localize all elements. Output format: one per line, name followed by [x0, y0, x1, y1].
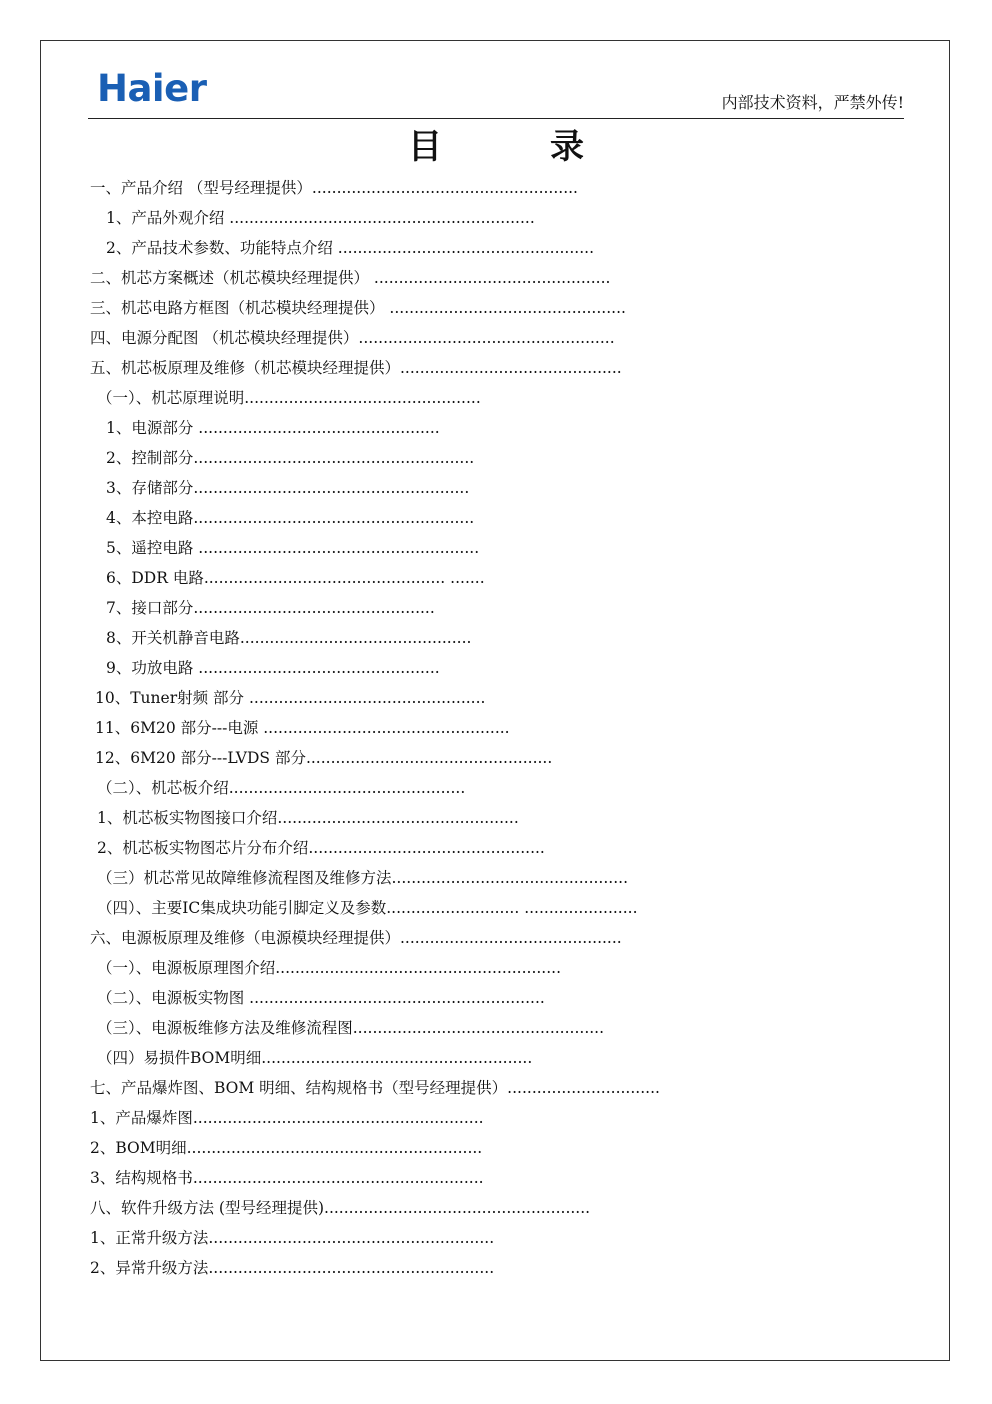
toc-entry[interactable]: 7、接口部分.................................................	[106, 599, 435, 617]
toc-entry[interactable]: （四）、主要IC集成块功能引脚定义及参数........................... .......................	[97, 899, 638, 917]
toc-entry[interactable]: 2、控制部分.........................................................	[106, 449, 475, 467]
toc-entry[interactable]: 1、电源部分 .................................................	[106, 419, 440, 437]
toc-entry[interactable]: 一、产品介绍 （型号经理提供）......................................................	[90, 179, 578, 197]
toc-entry[interactable]: 六、电源板原理及维修（电源模块经理提供）.............................................	[90, 929, 622, 947]
toc-title	[0, 124, 992, 170]
toc-entry[interactable]: 2、产品技术参数、功能特点介绍 ....................................................	[106, 239, 594, 257]
toc-entry[interactable]: 11、6M20 部分---电源 ..................................................	[95, 719, 510, 737]
toc-entry[interactable]: 五、机芯板原理及维修（机芯模块经理提供）.............................................	[90, 359, 622, 377]
toc-entry[interactable]: 3、存储部分........................................................	[106, 479, 470, 497]
toc-entry[interactable]: （二）、电源板实物图 ............................................................	[97, 989, 545, 1007]
toc-entry[interactable]: 二、机芯方案概述（机芯模块经理提供） ................................................	[90, 269, 611, 287]
toc-entry[interactable]: 4、本控电路.........................................................	[106, 509, 475, 527]
toc-entry[interactable]: 四、电源分配图 （机芯模块经理提供）....................................................	[90, 329, 615, 347]
toc-list	[90, 173, 890, 1283]
toc-entry[interactable]: 10、Tuner射频 部分 ................................................	[95, 689, 486, 707]
toc-entry[interactable]: （三）机芯常见故障维修流程图及维修方法................................................	[97, 869, 628, 887]
toc-entry[interactable]: 6、DDR 电路................................................. .......	[106, 569, 485, 587]
toc-entry[interactable]: 七、产品爆炸图、BOM 明细、结构规格书（型号经理提供）...............................	[90, 1079, 660, 1097]
toc-entry[interactable]: 1、正常升级方法..........................................................	[90, 1229, 495, 1247]
toc-entry[interactable]: 三、机芯电路方框图（机芯模块经理提供） ................................................	[90, 299, 626, 317]
toc-entry[interactable]: 12、6M20 部分---LVDS 部分..................................................	[95, 749, 553, 767]
toc-entry[interactable]: 八、软件升级方法 (型号经理提供)......................................................	[90, 1199, 591, 1217]
toc-entry[interactable]: 5、遥控电路 .........................................................	[106, 539, 480, 557]
toc-entry[interactable]: 2、BOM明细............................................................	[90, 1139, 483, 1157]
toc-entry[interactable]: 1、机芯板实物图接口介绍.................................................	[97, 809, 519, 827]
header-divider	[88, 118, 904, 119]
toc-entry[interactable]: （二）、机芯板介绍................................................	[97, 779, 466, 797]
haier-logo: Haier	[97, 67, 207, 110]
toc-entry[interactable]: （一）、机芯原理说明................................................	[97, 389, 481, 407]
toc-entry[interactable]: （三）、电源板维修方法及维修流程图...................................................	[97, 1019, 605, 1037]
toc-entry[interactable]: 8、开关机静音电路...............................................	[106, 629, 472, 647]
toc-entry[interactable]: （四）易损件BOM明细.......................................................	[97, 1049, 533, 1067]
toc-entry[interactable]: 2、异常升级方法..........................................................	[90, 1259, 495, 1277]
toc-title-char-2: 录	[550, 127, 584, 167]
toc-entry[interactable]: 2、机芯板实物图芯片分布介绍................................................	[97, 839, 545, 857]
confidential-note: 内部技术资料，严禁外传!	[721, 93, 904, 112]
toc-entry[interactable]: 9、功放电路 .................................................	[106, 659, 440, 677]
toc-entry[interactable]: 1、产品外观介绍 ..............................................................	[106, 209, 535, 227]
toc-entry[interactable]: 1、产品爆炸图...........................................................	[90, 1109, 484, 1127]
toc-title-char-1: 目	[408, 127, 442, 167]
toc-entry[interactable]: （一）、电源板原理图介绍..........................................................	[97, 959, 562, 977]
toc-entry[interactable]: 3、结构规格书...........................................................	[90, 1169, 484, 1187]
